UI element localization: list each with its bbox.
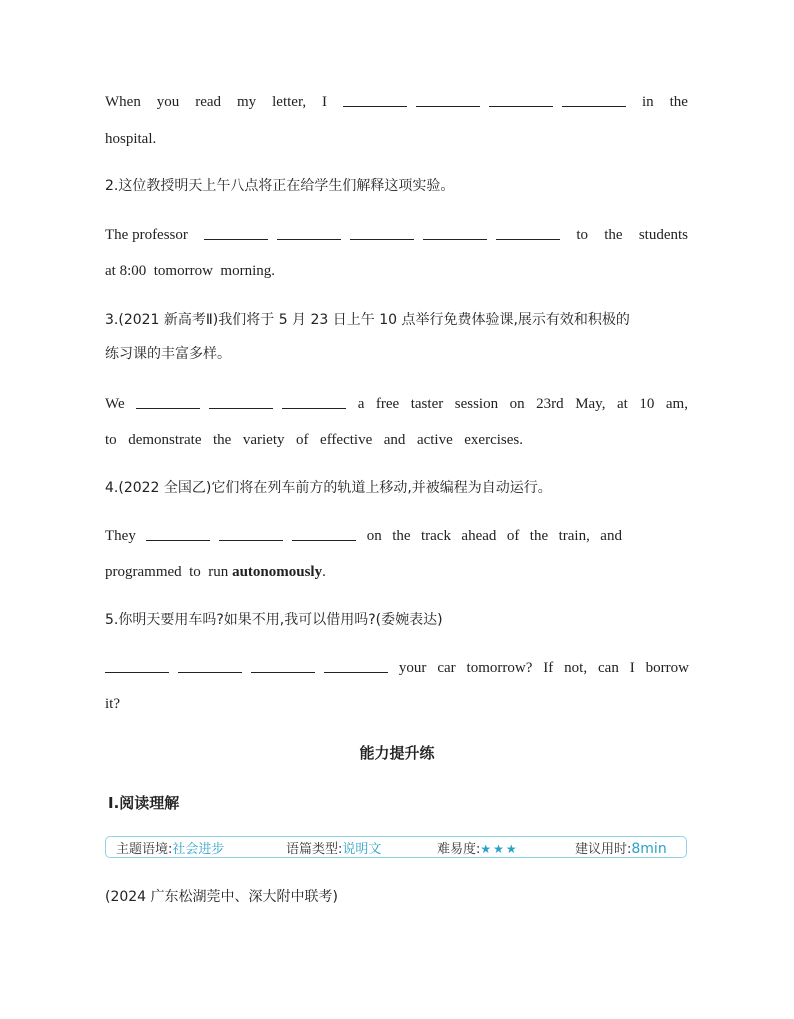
q3-english-line-1 (105, 394, 688, 414)
blank-group (105, 658, 388, 678)
word: effective (320, 432, 373, 448)
word: at (617, 396, 628, 412)
genre-field (286, 838, 381, 857)
answer-blank[interactable] (105, 658, 169, 673)
word: and (600, 528, 622, 544)
q2-english-line-2: at 8:00 tomorrow morning. (105, 263, 275, 279)
word: taster (410, 396, 444, 412)
word: students (638, 227, 688, 243)
word: exercises. (464, 432, 523, 448)
word: can (598, 660, 619, 676)
answer-blank[interactable] (136, 394, 200, 409)
word: your (398, 660, 427, 676)
word: car (437, 660, 456, 676)
word: to (576, 227, 589, 243)
q4-chinese-prompt: 4.(2022 全国乙)它们将在列车前方的轨道上移动,并被编程为自动运行。 (105, 480, 552, 496)
difficulty-label: 难易度: (437, 841, 481, 857)
passage-source: (2024 广东松湖莞中、深大附中联考) (105, 889, 339, 905)
word: variety (242, 432, 285, 448)
q3-english-line-2 (105, 430, 523, 450)
sentence-start: We (105, 396, 125, 412)
q1-english-line-1 (105, 92, 688, 112)
word: If (543, 660, 554, 676)
q2-english-line-1 (105, 225, 688, 245)
word: active (416, 432, 453, 448)
answer-blank[interactable] (489, 92, 553, 107)
answer-blank[interactable] (562, 92, 626, 107)
word: the (213, 432, 232, 448)
answer-blank[interactable] (251, 658, 315, 673)
difficulty-stars: ★★★ (480, 841, 519, 856)
q1-english-line-2: hospital. (105, 131, 157, 147)
word: tomorrow? (466, 660, 533, 676)
q2-chinese-prompt: 2.这位教授明天上午八点将正在给学生们解释这项实验。 (105, 178, 455, 194)
answer-blank[interactable] (416, 92, 480, 107)
word: the (604, 227, 623, 243)
difficulty-field (437, 838, 519, 857)
theme-label: 主题语境: (116, 841, 173, 857)
word: session (454, 396, 499, 412)
word: borrow (645, 660, 689, 676)
answer-blank[interactable] (209, 394, 273, 409)
word: I (629, 660, 635, 676)
word: May, (575, 396, 606, 412)
answer-blank[interactable] (343, 92, 407, 107)
sub-title: Ⅰ.阅读理解 (108, 794, 180, 812)
word: free (375, 396, 400, 412)
genre-label: 语篇类型: (286, 841, 343, 857)
word: 23rd (536, 396, 564, 412)
word: the (392, 528, 411, 544)
bold-keyword: autonomously (232, 564, 323, 580)
reading-info-box (105, 836, 687, 858)
answer-blank[interactable] (219, 526, 283, 541)
word: I (322, 94, 328, 110)
answer-blank[interactable] (350, 225, 414, 240)
word: you (156, 94, 180, 110)
word: read (195, 94, 222, 110)
q5-english-line-1 (105, 658, 689, 678)
answer-blank[interactable] (282, 394, 346, 409)
q4-english-line-2 (105, 562, 688, 582)
time-field (575, 838, 667, 857)
q4-english-line-1 (105, 526, 622, 546)
word: on (366, 528, 382, 544)
word: demonstrate (128, 432, 202, 448)
word: the (669, 94, 688, 110)
theme-value: 社会进步 (172, 841, 225, 857)
sentence-text: programmed to run (105, 564, 229, 580)
q3-chinese-prompt-line-1: 3.(2021 新高考Ⅱ)我们将于 5 月 23 日上午 10 点举行免费体验课,展示有效和积极的 (105, 312, 630, 328)
time-value: 8min (631, 840, 667, 857)
answer-blank[interactable] (146, 526, 210, 541)
word: ahead (461, 528, 497, 544)
answer-blank[interactable] (324, 658, 388, 673)
blank-group (146, 526, 356, 546)
word: letter, (272, 94, 307, 110)
sentence-start: The professor (105, 227, 188, 243)
word: and (383, 432, 406, 448)
word: the (529, 528, 549, 544)
blank-group (204, 225, 560, 245)
blank-group (136, 394, 346, 414)
answer-blank[interactable] (178, 658, 242, 673)
answer-blank[interactable] (277, 225, 341, 240)
time-label: 建议用时: (575, 841, 632, 857)
sentence-start: They (105, 528, 136, 544)
word: of (296, 432, 309, 448)
word: of (506, 528, 520, 544)
word: am, (665, 396, 688, 412)
word: a (357, 396, 365, 412)
sentence-end: . (322, 564, 326, 580)
section-title: 能力提升练 (359, 744, 435, 762)
genre-value: 说明文 (342, 841, 382, 857)
word: in (641, 94, 654, 110)
word: not, (564, 660, 588, 676)
q5-chinese-prompt: 5.你明天要用车吗?如果不用,我可以借用吗?(委婉表达) (105, 612, 443, 628)
word: on (509, 396, 525, 412)
word: track (420, 528, 451, 544)
blank-group (343, 92, 626, 112)
answer-blank[interactable] (496, 225, 560, 240)
answer-blank[interactable] (292, 526, 356, 541)
theme-field (116, 838, 224, 857)
answer-blank[interactable] (423, 225, 487, 240)
word: train, (558, 528, 590, 544)
word: to (105, 432, 117, 448)
word: my (237, 94, 257, 110)
q3-chinese-prompt-line-2: 练习课的丰富多样。 (105, 346, 231, 362)
word: 10 (639, 396, 655, 412)
word: When (105, 94, 141, 110)
q5-english-line-2: it? (105, 696, 120, 712)
answer-blank[interactable] (204, 225, 268, 240)
